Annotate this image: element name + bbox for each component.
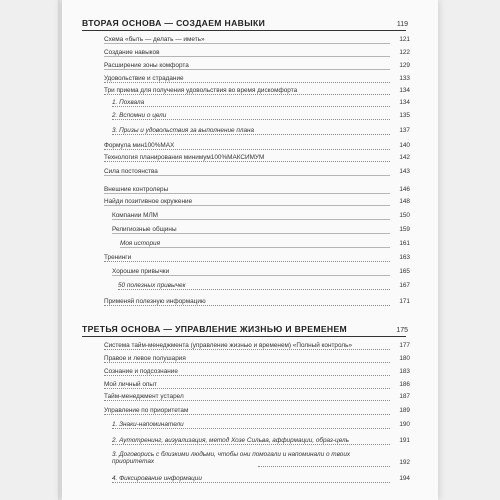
leader-line — [120, 247, 390, 248]
leader-line — [112, 444, 390, 445]
leader-line — [258, 466, 390, 467]
leader-line — [112, 428, 390, 429]
toc-subentry — [118, 281, 410, 290]
section-rule — [82, 336, 406, 338]
toc-entry — [112, 211, 410, 220]
toc-entry-page: 194 — [399, 475, 410, 482]
leader-line — [104, 149, 390, 150]
toc-entry — [104, 35, 410, 44]
toc-entry-page: 167 — [399, 282, 410, 289]
toc-entry-label: Технология планирования минимум100%МАКСИМУМ — [104, 154, 265, 161]
toc-entry-page: 180 — [399, 355, 410, 362]
toc-entry-label: Религиозные общины — [112, 226, 177, 233]
toc-entry-page: 165 — [399, 268, 410, 275]
toc-entry — [104, 86, 410, 95]
toc-entry-page: 150 — [399, 212, 410, 219]
toc-entry-page: 191 — [399, 437, 410, 444]
toc-subentry — [112, 126, 410, 135]
toc-entry — [104, 406, 410, 415]
leader-line — [104, 388, 390, 389]
leader-line — [104, 43, 390, 44]
toc-entry-label: Схема «быть — делать — иметь» — [104, 36, 205, 43]
leader-line — [104, 305, 390, 306]
leader-line — [112, 134, 390, 135]
section-header — [82, 12, 406, 28]
section-page-number: 119 — [396, 21, 408, 28]
leader-line — [104, 82, 390, 83]
leader-line — [104, 261, 390, 262]
toc-entry-label: Сила постоянства — [104, 168, 158, 175]
toc-entry-page: 161 — [399, 240, 410, 247]
toc-entry-label: Формула мин100%МАХ — [104, 142, 175, 149]
leader-line — [104, 375, 390, 376]
toc-entry-page: 192 — [399, 459, 410, 466]
toc-entry — [104, 185, 410, 194]
toc-entry-page: 177 — [399, 342, 410, 349]
toc-entry-label: 3. Призы и удовольствия за выполнение плана — [112, 127, 255, 134]
toc-subentry — [112, 420, 410, 429]
leader-line — [104, 175, 390, 176]
toc-entry — [104, 61, 410, 70]
toc-entry-page: 142 — [399, 154, 410, 161]
toc-entry — [112, 225, 410, 234]
leader-line — [112, 119, 390, 120]
leader-line — [104, 414, 390, 415]
toc-entry-label: 3. Договорись с близкими людьми, чтобы они помогали и напоминали о твоих приоритетах — [112, 451, 351, 465]
toc-subentry — [112, 474, 410, 483]
toc-entry-label: Внешние контролеры — [104, 186, 169, 193]
toc-entry — [104, 167, 410, 176]
toc-entry-label: Хорошие привычки — [112, 268, 170, 275]
toc-entry-label: Применяй полезную информацию — [104, 298, 206, 305]
leader-line — [104, 205, 390, 206]
toc-entry-label: Моя история — [120, 240, 161, 247]
toc-entry — [104, 367, 410, 376]
toc-subentry — [112, 436, 410, 445]
toc-entry-page: 190 — [399, 421, 410, 428]
toc-entry-page: 134 — [399, 87, 410, 94]
toc-entry — [112, 267, 410, 276]
toc-entry-page: 146 — [399, 186, 410, 193]
toc-entry-page: 122 — [399, 49, 410, 56]
toc-entry-label: Компании МЛМ — [112, 212, 158, 219]
leader-line — [112, 219, 390, 220]
leader-line — [104, 193, 390, 194]
toc-entry — [104, 297, 410, 306]
toc-entry-page: 137 — [399, 127, 410, 134]
section-title: ВТОРАЯ ОСНОВА — СОЗДАЕМ НАВЫКИ — [82, 18, 266, 28]
toc-entry-label: Управление по приоритетам — [104, 407, 189, 414]
section-title: ТРЕТЬЯ ОСНОВА — УПРАВЛЕНИЕ ЖИЗНЬЮ И ВРЕМЕНЕМ — [82, 324, 348, 334]
toc-entry-label: Сознание и подсознание — [104, 368, 178, 375]
toc-entry-label: 2. Вспомни о цели — [112, 112, 167, 119]
toc-entry-label: Три приема для получения удовольствия во время дискомфорта — [104, 87, 298, 94]
leader-line — [112, 482, 390, 483]
toc-entry-label: 1. Похвала — [112, 99, 145, 106]
toc-entry-page: 143 — [399, 168, 410, 175]
toc-entry — [104, 197, 410, 206]
toc-entry-label: 2. Аутотренинг, визуализация, метод Хозе Сильва, аффирмации, образ-цель — [112, 437, 349, 444]
leader-line — [104, 349, 390, 350]
toc-entry — [104, 141, 410, 150]
section-rule — [82, 30, 406, 32]
toc-subentry — [112, 451, 410, 467]
toc-entry-page: 140 — [399, 142, 410, 149]
leader-line — [104, 400, 390, 401]
toc-entry-page: 189 — [399, 407, 410, 414]
toc-entry-label: Тренинги — [104, 254, 132, 261]
toc-entry-label: Удовольствие и страдание — [104, 75, 184, 82]
leader-line — [118, 289, 390, 290]
toc-entry-page: 121 — [399, 36, 410, 43]
toc-entry-page: 163 — [399, 254, 410, 261]
section-header — [82, 318, 406, 334]
leader-line — [112, 233, 390, 234]
toc-entry-label: 1. Знаки-напоминатели — [112, 421, 184, 428]
leader-line — [104, 94, 390, 95]
toc-entry-page: 135 — [399, 112, 410, 119]
leader-line — [112, 106, 390, 107]
toc-entry-page: 171 — [399, 298, 410, 305]
toc-entry — [104, 392, 410, 401]
toc-entry-page: 129 — [399, 62, 410, 69]
toc-entry — [104, 48, 410, 57]
toc-entry — [104, 380, 410, 389]
leader-line — [104, 161, 390, 162]
toc-entry — [104, 74, 410, 83]
toc-entry-label: Система тайм-менеджмента (управление жизнью и временем) «Полный контроль» — [104, 342, 353, 349]
toc-entry-page: 159 — [399, 226, 410, 233]
leader-line — [104, 69, 390, 70]
toc-subentry — [112, 111, 410, 120]
toc-entry-page: 133 — [399, 75, 410, 82]
toc-entry-page: 187 — [399, 393, 410, 400]
toc-entry — [104, 341, 410, 350]
toc-entry — [104, 153, 410, 162]
toc-entry-page: 186 — [399, 381, 410, 388]
toc-entry-page: 183 — [399, 368, 410, 375]
toc-entry-label: Найди позитивное окружение — [104, 198, 193, 205]
toc-subentry — [120, 239, 410, 248]
toc-entry-label: Расширение зоны комфорта — [104, 62, 189, 69]
leader-line — [112, 275, 390, 276]
toc-entry-page: 148 — [399, 198, 410, 205]
toc-entry-label: Создание навыков — [104, 49, 160, 56]
toc-entry — [104, 253, 410, 262]
toc-entry-label: Мой личный опыт — [104, 381, 157, 388]
toc-entry-label: Правое и левое полушария — [104, 355, 186, 362]
toc-entry-label: 4. Фиксирование информации — [112, 475, 202, 482]
leader-line — [104, 56, 390, 57]
toc-entry-label: 50 полезных привычек — [118, 282, 186, 289]
leader-line — [104, 362, 390, 363]
toc-entry-label: Тайм-менеджмент устарел — [104, 393, 184, 400]
section-page-number: 175 — [396, 327, 408, 334]
toc-subentry — [112, 98, 410, 107]
toc-entry-page: 134 — [399, 99, 410, 106]
toc-entry — [104, 354, 410, 363]
